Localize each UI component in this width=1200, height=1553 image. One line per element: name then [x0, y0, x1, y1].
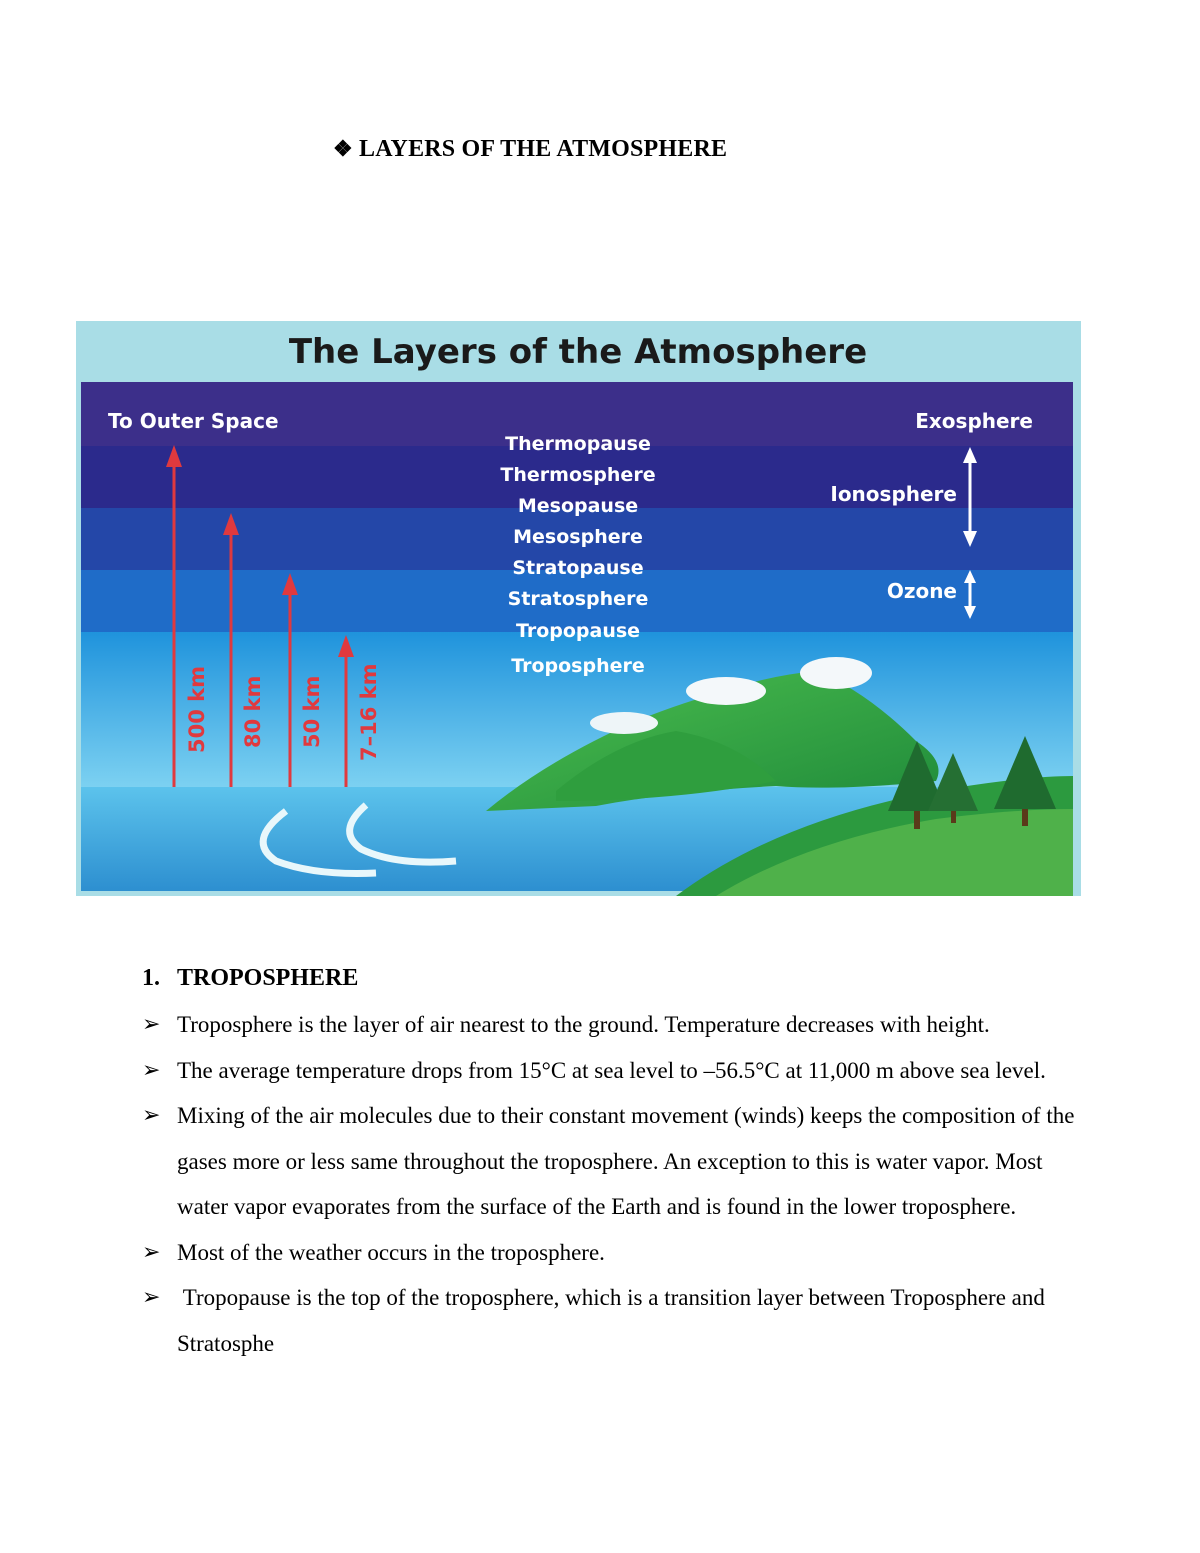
height-label-80km: 80 km	[241, 675, 265, 748]
section-title-text: TROPOSPHERE	[177, 965, 359, 991]
height-label-50km: 50 km	[300, 675, 324, 748]
section-title	[142, 962, 1092, 994]
height-label-500km: 500 km	[185, 666, 209, 753]
list-item	[142, 1230, 1092, 1276]
exosphere-label: Exosphere	[915, 409, 1033, 433]
arrow-bullet-icon: ➢	[142, 1239, 161, 1265]
layer-label-troposphere: Troposphere	[511, 655, 645, 677]
layer-label-mesosphere: Mesosphere	[513, 526, 643, 548]
list-item	[142, 1002, 1092, 1048]
list-item	[142, 1275, 1092, 1366]
cloud-3	[590, 712, 658, 734]
cloud-1	[686, 677, 766, 705]
arrow-bullet-icon: ➢	[142, 1012, 161, 1037]
list-item	[142, 1048, 1092, 1094]
layer-label-stratosphere: Stratosphere	[507, 588, 649, 610]
troposphere-section	[142, 962, 1092, 1366]
diagram-title: The Layers of the Atmosphere	[288, 332, 868, 372]
list-item-text: Mixing of the air molecules due to their constant movement (winds) keeps the composition of the gases more or less same throughout the troposphere. An exception to this is water vapor. Most water vapor evaporates from the surface of the Earth and is found in the lower troposphere.	[177, 1103, 1075, 1219]
list-item-text: Troposphere is the layer of air nearest to the ground. Temperature decreases with height.	[177, 1012, 990, 1037]
section-number: 1.	[142, 965, 160, 991]
layer-label-stratopause: Stratopause	[512, 557, 644, 579]
layer-label-tropopause: Tropopause	[515, 620, 641, 642]
diamond-bullet-icon: ❖	[333, 136, 353, 161]
list-item-text: The average temperature drops from 15°C at sea level to –56.5°C at 11,000 m above sea level.	[177, 1057, 1046, 1083]
page-heading	[333, 136, 727, 163]
list-item	[142, 1093, 1092, 1230]
layer-label-thermopause: Thermopause	[505, 433, 651, 455]
arrow-bullet-icon: ➢	[142, 1103, 161, 1128]
atmosphere-diagram	[76, 321, 1081, 896]
ozone-label: Ozone	[886, 579, 957, 603]
heading-text: LAYERS OF THE ATMOSPHERE	[359, 136, 728, 162]
height-label-7-16km: 7–16 km	[357, 663, 381, 761]
arrow-bullet-icon: ➢	[142, 1285, 161, 1310]
cloud-2	[800, 657, 872, 689]
layer-label-thermosphere: Thermosphere	[500, 464, 656, 486]
list-item-text: Tropopause is the top of the troposphere, which is a transition layer between Troposphere and Stratosphe	[177, 1285, 1051, 1356]
bullet-list	[142, 1002, 1092, 1366]
ionosphere-label: Ionosphere	[830, 482, 957, 506]
arrow-bullet-icon: ➢	[142, 1057, 161, 1083]
list-item-text: Most of the weather occurs in the troposphere.	[177, 1239, 605, 1265]
to-outer-space-label: To Outer Space	[108, 409, 279, 433]
atmosphere-diagram-svg	[76, 321, 1081, 896]
layer-label-mesopause: Mesopause	[517, 495, 639, 517]
